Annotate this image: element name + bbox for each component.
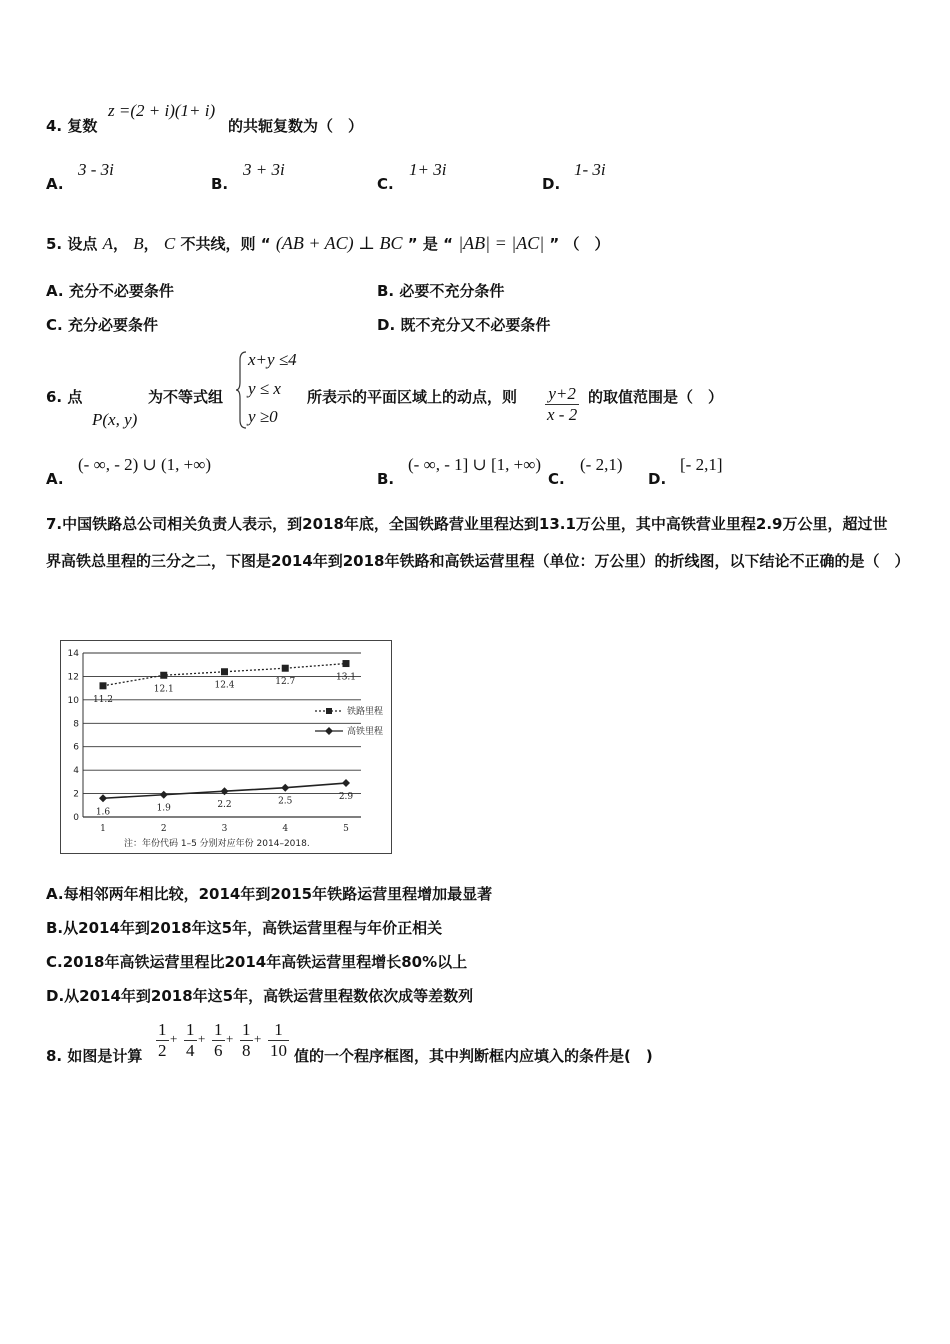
q5-paren: （ ） <box>564 235 610 253</box>
chart-x-tick-label: 4 <box>282 824 289 834</box>
chart-x-tick-label: 1 <box>100 824 106 834</box>
q8-plus-sign: + <box>198 1031 206 1046</box>
q6-text1: 点 <box>67 388 83 406</box>
q6-lead <box>46 386 82 407</box>
q8-text1: 如图是计算 <box>67 1047 143 1065</box>
chart-legend-label: 铁路里程 <box>347 707 384 717</box>
q6-fraction-numerator: y+2 <box>545 384 579 405</box>
q8-fraction <box>212 1020 225 1061</box>
q8-fraction-denominator: 4 <box>186 1041 195 1060</box>
q7-option-d-value: 从2014年到2018年这5年，高铁运营里程数依次成等差数列 <box>64 987 474 1005</box>
q8-fraction <box>184 1020 197 1061</box>
q7-option-d <box>46 985 473 1006</box>
q8-fraction <box>156 1020 169 1061</box>
chart-y-tick-label: 0 <box>73 813 79 823</box>
q6-number: 6. <box>46 388 63 406</box>
q5-point-c: C <box>163 234 176 253</box>
q8-fraction <box>240 1020 253 1061</box>
chart-point-railway <box>282 665 289 672</box>
chart-data-label: 11.2 <box>92 694 114 705</box>
q5-option-b <box>377 280 504 301</box>
q5-is: 是 <box>422 235 438 253</box>
q5-line <box>46 233 610 254</box>
chart-y-tick-label: 10 <box>67 695 79 706</box>
chart-legend-label: 高铁里程 <box>347 727 384 737</box>
q7-option-a <box>46 883 492 904</box>
q7-option-a-value: 每相邻两年相比较，2014年到2015年铁路运营里程增加最显著 <box>63 885 493 903</box>
chart-y-tick-label: 12 <box>67 672 79 683</box>
q7-option-a-label: A. <box>46 885 64 903</box>
q5-option-d-value: 既不充分又不必要条件 <box>400 316 551 334</box>
q6-option-a-value: (- ∞, - 2) ∪ (1, +∞) <box>78 455 212 474</box>
chart-legend-marker <box>325 727 333 735</box>
q5-condition1: (AB + AC) ⊥ BC <box>275 233 403 253</box>
chart-data-label: 12.1 <box>153 684 174 695</box>
q4-suffix: 的共轭复数为（ ） <box>228 117 364 135</box>
q6-fraction-denominator: x - 2 <box>547 405 578 424</box>
q5-option-b-value: 必要不充分条件 <box>399 282 505 300</box>
q5-condition2: |AB| = |AC| <box>458 233 545 253</box>
q6-option-b-label: B. <box>377 470 395 488</box>
q7-option-b <box>46 917 442 938</box>
q4-option-a-label: A. <box>46 175 64 193</box>
q6-option-d-value: [- 2,1] <box>680 455 723 474</box>
chart-data-label: 1.9 <box>156 803 171 814</box>
chart-point-highspeed <box>99 794 107 802</box>
q5-option-d-label: D. <box>377 316 396 334</box>
q4-option-a-value: 3 - 3i <box>78 160 114 179</box>
chart-point-railway <box>100 682 107 689</box>
q6-system-line3: y ≥0 <box>248 407 278 426</box>
q6-fraction <box>545 384 579 425</box>
chart-data-label: 13.1 <box>335 672 357 683</box>
q4-option-c-value: 1+ 3i <box>409 160 447 179</box>
chart-y-tick-label: 14 <box>67 649 79 659</box>
q8-fraction-numerator: 1 <box>268 1020 289 1041</box>
chart-note: 注：年份代码 1–5 分别对应年份 2014–2018. <box>124 839 310 849</box>
q7-number: 7. <box>46 515 63 533</box>
q8-fraction-denominator: 10 <box>270 1041 287 1060</box>
q7-option-b-value: 从2014年到2018年这5年，高铁运营里程与年价正相关 <box>63 919 443 937</box>
q8-fraction-numerator: 1 <box>242 1020 251 1039</box>
chart-x-tick-label: 5 <box>343 824 349 834</box>
chart-point-railway <box>160 672 167 679</box>
chart-point-railway <box>221 668 228 675</box>
q4-option-b-value: 3 + 3i <box>243 160 285 179</box>
chart-data-label: 12.4 <box>214 680 235 691</box>
q6-option-d-label: D. <box>648 470 667 488</box>
q5-option-c-value: 充分必要条件 <box>67 316 158 334</box>
chart-point-railway <box>343 660 350 667</box>
q8-fraction-numerator: 1 <box>158 1020 167 1039</box>
chart-data-label: 2.5 <box>278 796 293 807</box>
q8-number: 8. <box>46 1047 63 1065</box>
q5-quote-open: “ <box>260 235 271 253</box>
q5-text2: 不共线，则 <box>180 235 256 253</box>
q8-plus-sign: + <box>170 1031 178 1046</box>
q4-option-d-value: 1- 3i <box>574 160 606 179</box>
chart-data-label: 2.2 <box>217 800 232 811</box>
q5-option-a-value: 充分不必要条件 <box>68 282 174 300</box>
q4-option-c-label: C. <box>377 175 394 193</box>
q5-point-b: B <box>133 234 144 253</box>
q7-option-c-label: C. <box>46 953 63 971</box>
chart-point-highspeed <box>281 784 289 792</box>
q4-line <box>46 115 97 136</box>
q4-option-d-label: D. <box>542 175 561 193</box>
q7-option-c <box>46 951 467 972</box>
q6-system-line2: y ≤ x <box>248 379 281 398</box>
chart-data-label: 2.9 <box>338 792 354 803</box>
q8-fraction <box>268 1020 289 1061</box>
q4-prefix: 复数 <box>67 117 98 135</box>
q7-option-c-value: 2018年高铁运营里程比2014年高铁运营里程增长80%以上 <box>62 953 468 971</box>
q8-fraction-denominator: 2 <box>158 1041 167 1060</box>
q7-chart-frame <box>60 640 392 854</box>
q6-option-b-value: (- ∞, - 1] ∪ [1, +∞) <box>408 455 542 474</box>
q6-option-a-label: A. <box>46 470 64 488</box>
chart-y-tick-label: 8 <box>73 719 79 730</box>
q5-quote-close2: ” <box>549 235 560 253</box>
q8-fraction-denominator: 8 <box>242 1041 251 1060</box>
chart-y-tick-label: 6 <box>73 742 79 753</box>
q5-text1: 设点 <box>67 235 98 253</box>
chart-data-label: 12.7 <box>275 677 296 688</box>
q6-system-line1: x+y ≤4 <box>248 350 297 369</box>
q8-text2: 值的一个程序框图，其中判断框内应填入的条件是( ) <box>294 1047 653 1065</box>
q5-option-c-label: C. <box>46 316 63 334</box>
q7-line-chart <box>61 641 391 853</box>
q5-point-a: A <box>102 234 114 253</box>
chart-x-tick-label: 3 <box>221 824 228 834</box>
chart-x-tick-label: 2 <box>160 824 167 834</box>
q5-quote-close: ” <box>407 235 418 253</box>
q6-system-brace <box>236 350 248 430</box>
q7-option-b-label: B. <box>46 919 64 937</box>
q8-plus-sign: + <box>254 1031 262 1046</box>
q5-option-a-label: A. <box>46 282 64 300</box>
q5-sep1: ， <box>113 235 129 253</box>
q5-sep2: ， <box>143 235 159 253</box>
q8-lead <box>46 1045 142 1066</box>
q4-option-b-label: B. <box>211 175 229 193</box>
q6-text3: 所表示的平面区域上的动点，则 <box>307 388 518 406</box>
q5-option-a <box>46 280 174 301</box>
q6-text4: 的取值范围是（ ） <box>588 388 724 406</box>
q6-option-c-value: (- 2,1) <box>580 455 623 474</box>
q8-plus-sign: + <box>226 1031 234 1046</box>
chart-y-tick-label: 2 <box>73 789 79 800</box>
chart-point-highspeed <box>342 779 350 787</box>
q7-option-d-label: D. <box>46 987 65 1005</box>
q6-point: P(x, y) <box>92 410 138 429</box>
q8-fraction-denominator: 6 <box>214 1041 223 1060</box>
q4-expression: z =(2 + i)(1+ i) <box>108 101 216 120</box>
q5-option-b-label: B. <box>377 282 395 300</box>
q4-number: 4. <box>46 117 63 135</box>
q5-option-d <box>377 314 550 335</box>
q6-option-c-label: C. <box>548 470 565 488</box>
q7-text: 中国铁路总公司相关负责人表示，到2018年底，全国铁路营业里程达到13.1万公里，其中高铁营业里程2.9万公里，超过世界高铁总里程的三分之二，下图是2014年到2018年铁路和高铁运营里程（单位：万公里）的折线图，以下结论不正确的是（ ） <box>46 515 910 570</box>
chart-y-tick-label: 4 <box>73 766 79 777</box>
q7-stem <box>46 506 910 580</box>
q6-text2: 为不等式组 <box>148 388 224 406</box>
q5-quote-open2: “ <box>443 235 453 253</box>
chart-point-highspeed <box>221 787 229 795</box>
q5-number: 5. <box>46 235 63 253</box>
chart-data-label: 1.6 <box>95 807 111 818</box>
q5-option-c <box>46 314 158 335</box>
chart-legend-marker <box>326 708 332 714</box>
chart-point-highspeed <box>160 791 168 799</box>
q8-fraction-numerator: 1 <box>186 1020 195 1039</box>
q8-fraction-numerator: 1 <box>214 1020 223 1039</box>
